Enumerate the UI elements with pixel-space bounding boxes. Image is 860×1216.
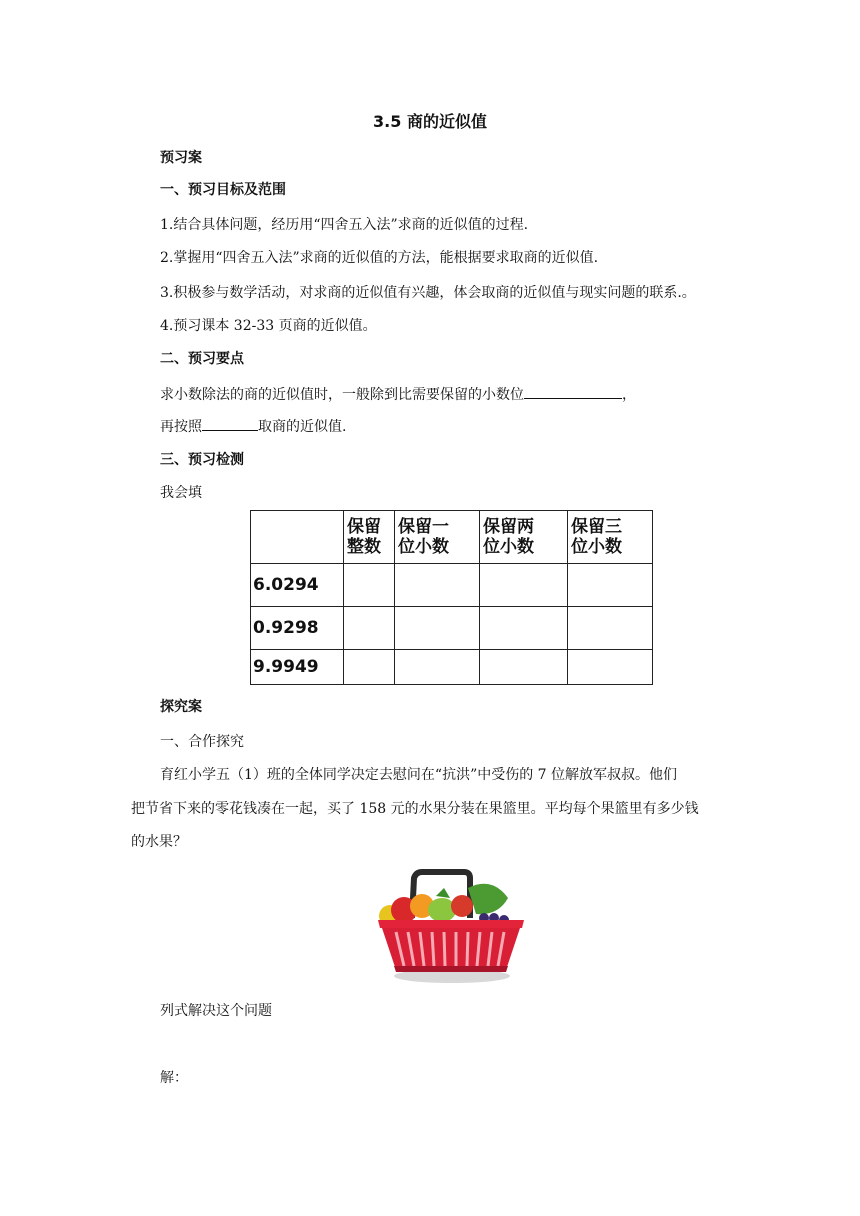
row-label: 9.9949 (251, 650, 344, 685)
problem-line-3: 的水果？ (131, 834, 187, 850)
fill-in-subheading: 我会填 (160, 485, 202, 501)
answer-cell[interactable] (568, 564, 653, 607)
section1-heading: 一、预习目标及范围 (160, 182, 286, 198)
answer-cell[interactable] (344, 607, 395, 650)
header-cell-empty (251, 511, 344, 564)
goal-item-1: 1.结合具体问题，经历用“四舍五入法”求商的近似值的过程. (160, 217, 529, 233)
header-cell-one-decimal: 保留一 位小数 (395, 511, 480, 564)
keypoint-text-1: 求小数除法的商的近似值时，一般除到比需要保留的小数位 (160, 387, 524, 403)
page-title: 3.5 商的近似值 (373, 112, 487, 131)
fill-blank-1[interactable] (524, 384, 622, 399)
keypoint-line-2 (160, 416, 346, 437)
goal-item-2: 2.掌握用“四舍五入法”求商的近似值的方法，能根据要求取商的近似值. (160, 250, 599, 266)
table-row (251, 650, 653, 685)
answer-cell[interactable] (480, 564, 568, 607)
row-label: 6.0294 (251, 564, 344, 607)
rounding-table (250, 510, 653, 685)
section3-heading: 三、预习检测 (160, 452, 244, 468)
goal-item-4: 4.预习课本 32-33 页商的近似值。 (160, 318, 377, 334)
table-row (251, 564, 653, 607)
solve-prompt: 列式解决这个问题 (160, 1003, 272, 1019)
answer-cell[interactable] (480, 650, 568, 685)
table-header-row (251, 511, 653, 564)
answer-cell[interactable] (395, 564, 480, 607)
answer-cell[interactable] (480, 607, 568, 650)
header-cell-three-decimal: 保留三 位小数 (568, 511, 653, 564)
keypoint-line-1 (160, 384, 636, 405)
problem-line-2: 把节省下来的零花钱凑在一起，买了 158 元的水果分装在果篮里。平均每个果篮里有多少钱 (131, 801, 699, 817)
explore-heading: 探究案 (160, 699, 202, 715)
header-cell-integer: 保留 整数 (344, 511, 395, 564)
answer-label: 解： (160, 1070, 188, 1086)
row-label: 0.9298 (251, 607, 344, 650)
answer-cell[interactable] (568, 650, 653, 685)
keypoint-text-2b: 取商的近似值. (258, 419, 347, 435)
answer-cell[interactable] (395, 607, 480, 650)
answer-cell[interactable] (344, 650, 395, 685)
section2-heading: 二、预习要点 (160, 351, 244, 367)
table-row (251, 607, 653, 650)
cooperative-heading: 一、合作探究 (160, 734, 244, 750)
problem-line-1: 育红小学五（1）班的全体同学决定去慰问在“抗洪”中受伤的 7 位解放军叔叔。他们 (160, 767, 678, 783)
answer-cell[interactable] (395, 650, 480, 685)
keypoint-comma: ， (622, 387, 636, 403)
keypoint-text-2a: 再按照 (160, 419, 202, 435)
preview-heading: 预习案 (160, 150, 202, 166)
fill-blank-2[interactable] (202, 416, 258, 431)
header-cell-two-decimal: 保留两 位小数 (480, 511, 568, 564)
answer-cell[interactable] (568, 607, 653, 650)
goal-item-3: 3.积极参与数学活动，对求商的近似值有兴趣，体会取商的近似值与现实问题的联系.。 (160, 285, 696, 301)
fruit-basket-image (372, 868, 532, 984)
answer-cell[interactable] (344, 564, 395, 607)
